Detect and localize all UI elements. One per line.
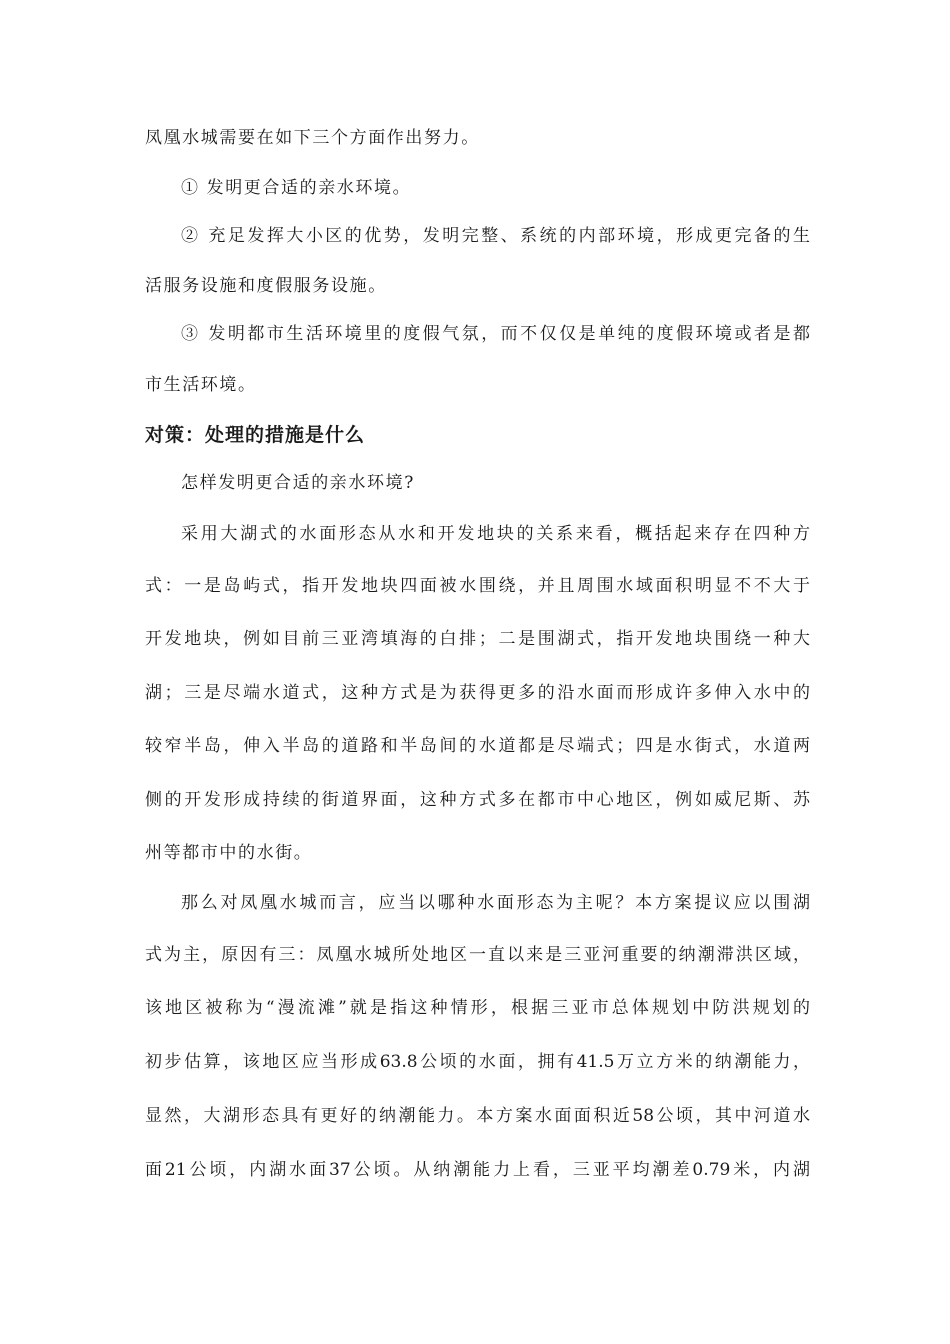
paragraph-line: 显然，大湖形态具有更好的纳潮能力。本方案水面面积近58公顷，其中河道水 (145, 1106, 810, 1126)
paragraph-line: 湖；三是尽端水道式，这种方式是为获得更多的沿水面而形成许多伸入水中的 (145, 683, 810, 703)
sub-question: 怎样发明更合适的亲水环境? (181, 473, 415, 493)
list-item-3: ③ 发明都市生活环境里的度假气氛，而不仅仅是单纯的度假环境或者是都 (181, 324, 810, 344)
paragraph-line: 侧的开发形成持续的街道界面，这种方式多在都市中心地区，例如威尼斯、苏 (145, 790, 810, 810)
paragraph-line: 州等都市中的水街。 (145, 843, 313, 863)
paragraph-line: 采用大湖式的水面形态从水和开发地块的关系来看，概括起来存在四种方 (181, 524, 810, 544)
list-item-3-continued: 市生活环境。 (145, 375, 257, 395)
paragraph-line: 式：一是岛屿式，指开发地块四面被水围绕，并且周围水域面积明显不不大于 (145, 576, 810, 596)
paragraph-line: 该地区被称为“漫流滩”就是指这种情形，根据三亚市总体规划中防洪规划的 (145, 998, 810, 1018)
list-item-2-continued: 活服务设施和度假服务设施。 (145, 276, 387, 296)
paragraph-line: 凤凰水城需要在如下三个方面作出努力。 (145, 128, 480, 148)
section-heading: 对策：处理的措施是什么 (145, 424, 366, 446)
paragraph-line: 那么对凤凰水城而言，应当以哪种水面形态为主呢？本方案提议应以围湖 (181, 893, 810, 913)
paragraph-line: 开发地块，例如目前三亚湾填海的白排；二是围湖式，指开发地块围绕一种大 (145, 629, 810, 649)
paragraph-line: 初步估算，该地区应当形成63.8公顷的水面，拥有41.5万立方米的纳潮能力， (145, 1052, 810, 1072)
list-item-2: ② 充足发挥大小区的优势，发明完整、系统的内部环境，形成更完备的生 (181, 226, 810, 246)
paragraph-line: 面21公顷，内湖水面37公顷。从纳潮能力上看，三亚平均潮差0.79米，内湖 (145, 1160, 810, 1180)
paragraph-line: 式为主，原因有三：凤凰水城所处地区一直以来是三亚河重要的纳潮滞洪区域， (145, 945, 810, 965)
paragraph-line: 较窄半岛，伸入半岛的道路和半岛间的水道都是尽端式；四是水街式，水道两 (145, 736, 810, 756)
list-item-1: ① 发明更合适的亲水环境。 (181, 178, 412, 198)
